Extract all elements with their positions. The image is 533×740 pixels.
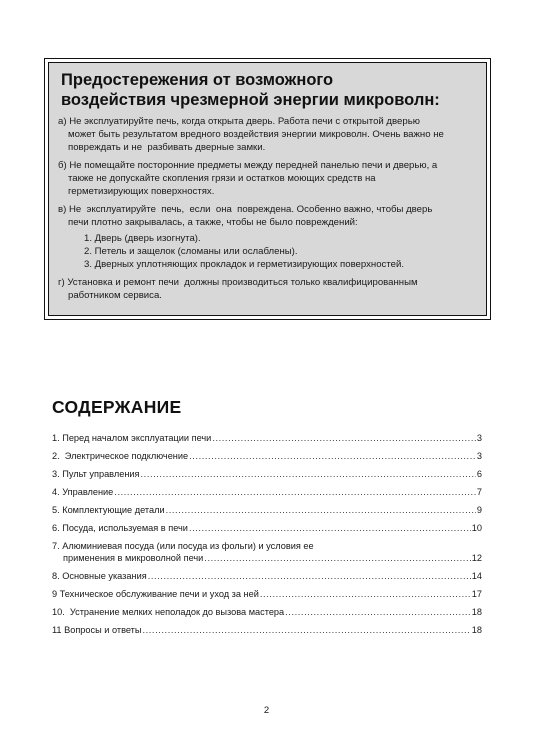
page-number: 2 [263, 705, 270, 716]
toc-entry[interactable] [52, 570, 482, 582]
toc-entry[interactable] [52, 486, 482, 498]
toc-entry-page: 3 [476, 433, 482, 443]
toc-entry-page: 14 [471, 571, 482, 581]
warning-title-line: Предостережения от возможного [61, 71, 334, 89]
toc-leader-dots [141, 468, 476, 480]
toc-entry-continuation [52, 552, 482, 564]
toc-leader-dots [285, 606, 471, 618]
toc-entry-label: 8. Основные указания [52, 571, 147, 581]
warning-text: повреждать и не разбивать дверные замки. [68, 142, 266, 153]
warning-sublist-item: 3. Дверных уплотняющих прокладок и герметизирующих поверхностей. [84, 259, 404, 270]
warning-text: также не допускайте скопления грязи и остатков моющих средств на [68, 173, 376, 184]
warning-text: печи плотно закрывалась, а также, чтобы не было повреждений: [68, 217, 358, 228]
warning-item-a [58, 115, 476, 154]
toc-entry[interactable] [52, 624, 482, 636]
warning-title-line: воздействия чрезмерной энергии микроволн: [61, 91, 440, 109]
toc-entry[interactable] [52, 588, 482, 600]
toc-leader-dots [142, 624, 470, 636]
warning-box-inner [48, 62, 487, 316]
warning-item-b [58, 159, 476, 198]
toc-entry-label: 7. Алюминиевая посуда (или посуда из фольги) и условия ее [52, 541, 314, 551]
toc-entry-page: 18 [471, 625, 482, 635]
toc-leader-dots [212, 432, 476, 444]
toc-leader-dots [204, 552, 470, 564]
toc-entry-label: 11 Вопросы и ответы [52, 625, 142, 635]
toc-leader-dots [189, 522, 471, 534]
toc-entry[interactable] [52, 432, 482, 444]
toc-title: СОДЕРЖАНИЕ [52, 397, 182, 417]
warning-box [44, 58, 491, 320]
toc-entry-page: 6 [476, 469, 482, 479]
toc-entry-label: 3. Пульт управления [52, 469, 140, 479]
toc-entry[interactable] [52, 522, 482, 534]
toc-entry-label: 2. Электрическое подключение [52, 451, 189, 461]
warning-item-c [58, 203, 476, 271]
warning-sublist [58, 232, 476, 271]
toc-entry[interactable] [52, 468, 482, 480]
warning-text: работником сервиса. [68, 290, 162, 301]
warning-text: б) Не помещайте посторонние предметы между передней панелью печи и дверью, а [58, 160, 438, 171]
toc-entry-label: 4. Управление [52, 487, 114, 497]
toc-leader-dots [166, 504, 476, 516]
toc-entry[interactable] [52, 540, 482, 564]
warning-sublist-item: 2. Петель и защелок (сломаны или ослаблены). [84, 246, 298, 257]
toc-entry-label: 10. Устранение мелких неполадок до вызова мастера [52, 607, 285, 617]
warning-text: герметизирующих поверхностях. [68, 186, 215, 197]
toc-leader-dots [148, 570, 471, 582]
toc-leader-dots [114, 486, 476, 498]
toc-entry-page: 18 [471, 607, 482, 617]
toc-entry[interactable] [52, 504, 482, 516]
warning-text: а) Не эксплуатируйте печь, когда открыта дверь. Работа печи с открытой дверью [58, 116, 420, 127]
toc-leader-dots [260, 588, 471, 600]
toc-entry-page: 7 [476, 487, 482, 497]
warning-text: г) Установка и ремонт печи должны производиться только квалифицированным [58, 277, 418, 288]
warning-sublist-item: 1. Дверь (дверь изогнута). [84, 233, 201, 244]
table-of-contents [52, 432, 482, 642]
toc-entry-label: 5. Комплектующие детали [52, 505, 165, 515]
toc-entry[interactable] [52, 450, 482, 462]
warning-title [61, 70, 476, 110]
toc-entry-page: 9 [476, 505, 482, 515]
warning-text: может быть результатом вредного воздействия энергии микроволн. Очень важно не [68, 129, 444, 140]
toc-entry-label: применения в микроволной печи [63, 553, 204, 563]
toc-entry[interactable] [52, 606, 482, 618]
warning-item-d [58, 276, 476, 302]
toc-entry-page: 12 [471, 553, 482, 563]
toc-entry-label: 1. Перед началом эксплуатации печи [52, 433, 212, 443]
toc-entry-label: 9 Техническое обслуживание печи и уход за ней [52, 589, 259, 599]
toc-entry-page: 3 [476, 451, 482, 461]
toc-entry-page: 10 [471, 523, 482, 533]
toc-leader-dots [189, 450, 476, 462]
toc-entry-label: 6. Посуда, используемая в печи [52, 523, 188, 533]
toc-entry-page: 17 [471, 589, 482, 599]
warning-text: в) Не эксплуатируйте печь, если она повреждена. Особенно важно, чтобы дверь [58, 204, 433, 215]
